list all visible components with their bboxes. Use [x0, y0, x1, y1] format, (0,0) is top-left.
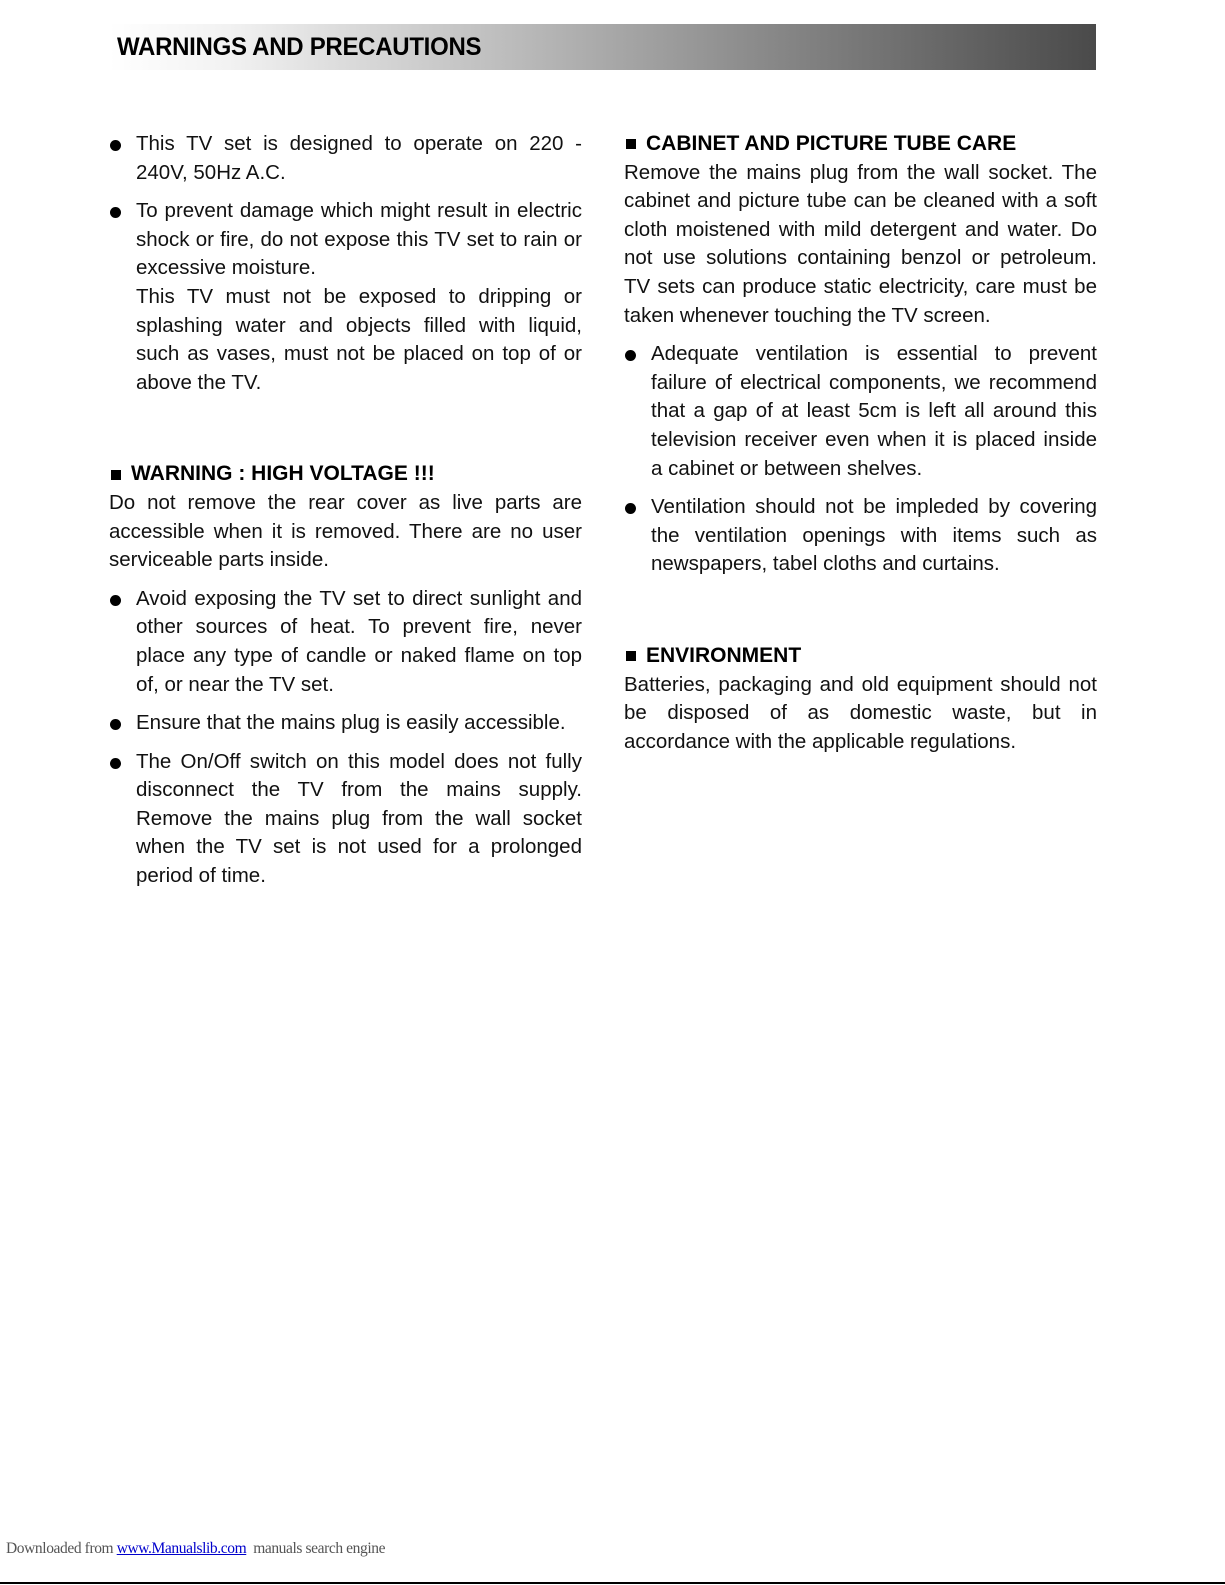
- list-item-mains-plug: [109, 709, 582, 738]
- section-heading-high-voltage: [109, 460, 582, 489]
- square-bullet-icon: [626, 651, 636, 661]
- bullet-text: The On/Off switch on this model does not fully disconnect the TV from the mains supply. Remove the mains plug from the wall socket when the TV set is not used for a prolonged period of time.: [136, 749, 582, 888]
- footer-prefix: Downloaded from: [6, 1540, 117, 1557]
- bullet-text: Adequate ventilation is essential to prevent failure of electrical components, we recommend that a gap of at least 5cm is left all around this television receiver even when it is placed inside a cabinet or between shelves.: [651, 342, 1097, 480]
- list-item-heat: [109, 585, 582, 699]
- bullet-text-extra: This TV must not be exposed to dripping or splashing water and objects filled with liquid, such as vases, must not be placed on top of or above the TV.: [136, 284, 582, 394]
- bullet-text: To prevent damage which might result in electric shock or fire, do not expose this TV set to rain or excessive moisture.: [136, 199, 582, 280]
- section-heading-text: ENVIRONMENT: [646, 643, 802, 667]
- bullet-icon: [625, 350, 636, 361]
- bullet-text: This TV set is designed to operate on 220 - 240V, 50Hz A.C.: [136, 132, 582, 184]
- right-column: [624, 130, 1097, 756]
- section-heading-cabinet-care: [624, 130, 1097, 159]
- square-bullet-icon: [626, 139, 636, 149]
- list-item-power-supply: [109, 130, 582, 187]
- section-heading-environment: [624, 642, 1097, 671]
- section-body-environment: Batteries, packaging and old equipment should not be disposed of as domestic waste, but in accordance with the applicable regulations.: [624, 672, 1097, 753]
- bullet-icon: [110, 595, 121, 606]
- section-body-high-voltage: Do not remove the rear cover as live parts are accessible when it is removed. There are no user serviceable parts inside.: [109, 490, 582, 572]
- bullet-icon: [110, 719, 121, 730]
- section-heading-text: CABINET AND PICTURE TUBE CARE: [646, 132, 1017, 155]
- bullet-text: Avoid exposing the TV set to direct sunlight and other sources of heat. To prevent fire, never place any type of candle or naked flame on top of, or near the TV set.: [136, 586, 582, 696]
- bullet-icon: [625, 503, 636, 514]
- section-heading-text: WARNING : HIGH VOLTAGE !!!: [131, 462, 435, 486]
- page-header-bar: [109, 24, 1096, 70]
- bullet-text: Ensure that the mains plug is easily accessible.: [136, 711, 566, 735]
- list-item-ventilation-gap: [624, 340, 1097, 483]
- section-body-cabinet-care: Remove the mains plug from the wall socket. The cabinet and picture tube can be cleaned with a soft cloth moistened with mild detergent and water. Do not use solutions containing benzol or petroleum. TV sets can produce static electricity, care must be taken whenever touching the TV screen.: [624, 160, 1097, 327]
- bullet-icon: [110, 140, 121, 151]
- bullet-icon: [110, 207, 121, 218]
- manualslib-link[interactable]: www.Manualslib.com: [116, 1540, 247, 1557]
- square-bullet-icon: [111, 470, 121, 480]
- bullet-icon: [110, 758, 121, 769]
- left-column: [109, 130, 582, 901]
- list-item-moisture: [109, 197, 582, 397]
- download-footer: [6, 1540, 385, 1558]
- page-title: WARNINGS AND PRECAUTIONS: [117, 32, 482, 61]
- footer-divider: [0, 1582, 1225, 1584]
- footer-suffix: manuals search engine: [246, 1540, 386, 1557]
- list-item-on-off-switch: [109, 748, 582, 891]
- bullet-text: Ventilation should not be impleded by covering the ventilation openings with items such as newspapers, tabel cloths and curtains.: [651, 495, 1097, 576]
- list-item-ventilation-openings: [624, 493, 1097, 579]
